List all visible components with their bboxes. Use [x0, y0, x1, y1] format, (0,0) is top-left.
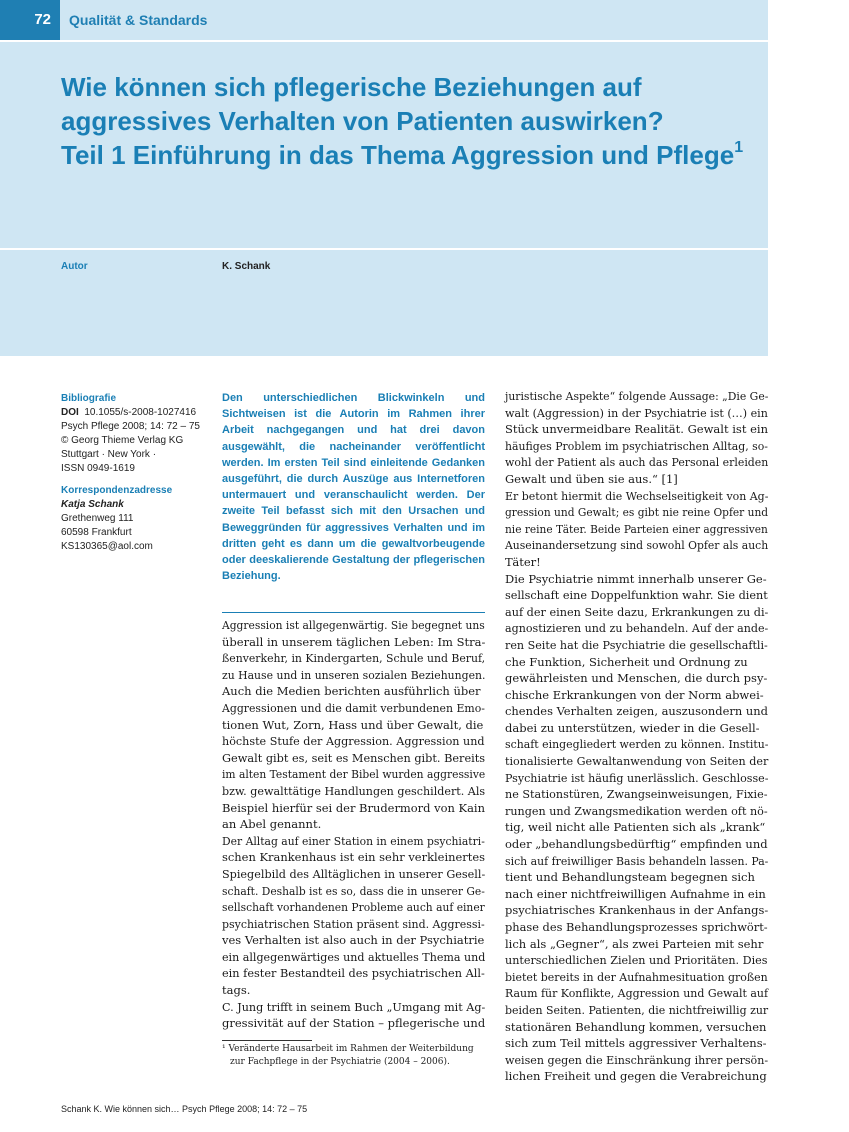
text-line: unterschiedlichen Zielen und Prioritäten. Dies — [505, 953, 768, 968]
page-number: 72 — [0, 0, 60, 40]
contact-city: 60598 Frankfurt — [61, 527, 132, 538]
abstract: Den unterschiedlichen Blickwinkeln und Sichtweisen ist die Autorin im Rahmen ihrer Arbeit nachgegangen und hat drei davon ausgewählt, die nacheinander veröffentlicht werden. Im ersten Teil sind einleitende Gedanken ausgeführt, die durch Auszüge aus Internetforen untermauert und veranschaulicht werden. Der zweite Teil befasst sich mit den Ursachen und Beweggründen für aggressives Verhalten und im dritten geht es dann um die gewaltvorbeugende oder deeskalierende Gestaltung der pflegerischen Beziehung. — [222, 392, 485, 583]
text-line: Er betont hiermit die Wechselseitigkeit von Ag- — [505, 488, 769, 503]
text-line: walt (Aggression) in der Psychiatrie ist (…) ein — [505, 405, 768, 420]
text-line: che Funktion, Sicherheit und Ordnung zu — [505, 654, 748, 669]
text-line: ves Verhalten ist also auch in der Psychiatrie — [222, 933, 485, 948]
publisher-location: Stuttgart · New York · — [61, 449, 157, 460]
text-line: schaft. Deshalb ist es so, dass die in unserer Ge- — [222, 883, 485, 898]
author-divider — [0, 248, 768, 250]
text-line: stationären Behandlung kommen, versuchen — [505, 1019, 767, 1034]
title-banner — [0, 0, 768, 356]
title-line-3-text: Teil 1 Einführung in das Thema Aggression und Pflege — [61, 140, 735, 170]
text-line: Der Alltag auf einer Station in einem psychiatri- — [222, 833, 485, 848]
text-line: dabei zu unterstützen, wieder in die Gesell- — [505, 720, 760, 735]
text-line: C. Jung trifft in seinem Buch „Umgang mit Ag- — [222, 999, 486, 1014]
text-line: wohl der Patient als auch das Personal erleiden — [505, 455, 769, 470]
text-line: beiden Seiten. Patienten, die nichtfreiwillig zur — [505, 1002, 769, 1017]
footnote — [222, 1043, 485, 1068]
contact-street: Grethenweg 111 — [61, 513, 134, 524]
copyright: © Georg Thieme Verlag KG — [61, 435, 184, 446]
title-line-2: aggressives Verhalten von Patienten auswirken? — [61, 106, 664, 136]
text-line: tig, weil nicht alle Patienten sich als „krank“ — [505, 820, 766, 835]
text-line: höchste Stufe der Aggression. Aggression und — [222, 734, 485, 749]
author-name: K. Schank — [222, 261, 271, 272]
body-column-2 — [505, 388, 768, 1085]
text-line: sich auf freiwilliger Basis behandeln lassen. Pa- — [505, 853, 769, 868]
text-line: nie reine Täter. Beide Parteien einer aggressiven — [505, 521, 768, 536]
text-line: tionalisierte Gewaltanwendung von Seiten der — [505, 754, 769, 769]
text-line: ßenverkehr, in Kindergarten, Schule und Beruf, — [222, 651, 486, 666]
contact-name: Katja Schank — [61, 499, 124, 510]
text-line: auf der einen Seite dazu, Erkrankungen zu di- — [505, 604, 769, 619]
text-line: tags. — [222, 983, 251, 998]
doi-label: DOI — [61, 407, 79, 418]
page-footer: Schank K. Wie können sich… Psych Pflege 2008; 14: 72 – 75 — [61, 1104, 308, 1114]
text-line: an Abel genannt. — [222, 817, 322, 832]
text-line: rungen und Zwangsmedikation werden oft nö- — [505, 803, 768, 818]
text-line: psychiatrisches Krankenhaus in der Anfangs- — [505, 903, 769, 918]
text-line: sich zum Teil mittels aggressiver Verhaltens- — [505, 1036, 767, 1051]
footnote-line: zur Fachpflege in der Psychiatrie (2004 – 2006). — [230, 1056, 450, 1067]
text-line: sellschaft vorhandenen Probleme auch auf einer — [222, 900, 485, 915]
text-line: Die Psychiatrie nimmt innerhalb unserer Ge- — [505, 571, 767, 586]
text-line: ne Stationstüren, Zwangseinweisungen, Fixie- — [505, 787, 768, 802]
text-line: chische Erkrankungen von der Norm abwei- — [505, 687, 764, 702]
text-line: bzw. gewalttätige Handlungen geschildert. Als — [222, 783, 486, 798]
header-divider — [0, 40, 768, 42]
author-label: Autor — [61, 261, 88, 272]
text-line: gewährleisten und Menschen, die durch psy- — [505, 671, 768, 686]
correspondence-heading: Korrespondenzadresse — [61, 485, 173, 496]
text-line: Täter! — [505, 554, 541, 569]
doi-line — [61, 406, 211, 420]
text-line: chendes Verhalten zeigen, auszusondern und — [505, 704, 768, 719]
text-line: ren Seite hat die Psychiatrie die gesellschaftli- — [505, 637, 768, 652]
text-line: Gewalt gibt es, seit es Menschen gibt. Bereits — [222, 750, 486, 765]
text-line: oder „behandlungsbedürftig“ empfinden und — [505, 837, 768, 852]
text-line: überall in unserem täglichen Leben: Im Stra- — [222, 634, 486, 649]
text-line: Spiegelbild des Alltäglichen in unserer Gesell- — [222, 866, 486, 881]
issn: ISSN 0949-1619 — [61, 463, 135, 474]
contact-email[interactable]: KS130365@aol.com — [61, 541, 153, 552]
text-line: bietet bereits in der Aufnahmesituation großen — [505, 969, 768, 984]
text-line: zu Hause und in unseren sozialen Beziehungen. — [222, 667, 486, 682]
text-line: agnostizieren und zu behandeln. Auf der ande- — [505, 621, 769, 636]
text-line: Auseinandersetzung sind sowohl Opfer als auch — [505, 538, 769, 553]
bibliography-heading: Bibliografie — [61, 393, 117, 404]
title-line-1: Wie können sich pflegerische Beziehungen auf — [61, 72, 642, 102]
journal-citation: Psych Pflege 2008; 14: 72 – 75 — [61, 421, 200, 432]
text-line: Stück unvermeidbare Realität. Gewalt ist ein — [505, 422, 768, 437]
text-line: Raum für Konflikte, Aggression und Gewalt auf — [505, 986, 769, 1001]
text-line: ein fester Bestandteil des psychiatrischen All- — [222, 966, 485, 981]
section-label: Qualität & Standards — [69, 12, 208, 28]
text-line: Gewalt und üben sie aus.“ [1] — [505, 471, 678, 486]
title-footnote-mark: 1 — [734, 139, 744, 156]
footnote-line: ¹ Veränderte Hausarbeit im Rahmen der Weiterbildung — [222, 1044, 474, 1054]
text-line: tient und Behandlungsteam begegnen sich — [505, 870, 755, 885]
article-title — [61, 70, 761, 172]
text-line: juristische Aspekte“ folgende Aussage: „Die Ge- — [505, 389, 769, 403]
text-line: sellschaft eine Doppelfunktion wahr. Sie dient — [505, 588, 768, 603]
doi-value: 10.1055/s-2008-1027416 — [84, 407, 197, 418]
text-line: häufiges Problem im psychiatrischen Alltag, so- — [505, 438, 768, 453]
text-line: Aggression ist allgegenwärtig. Sie begegnet uns — [222, 618, 485, 632]
bibliography-sidebar — [61, 392, 211, 554]
text-line: nach einer nichtfreiwilligen Aufnahme in ein — [505, 886, 766, 901]
text-line: ein allgegenwärtiges und aktuelles Thema und — [222, 949, 486, 964]
text-line: weisen gegen die Einschränkung ihrer persön- — [505, 1052, 769, 1067]
text-line: phase des Behandlungsprozesses sprichwört- — [505, 920, 768, 934]
text-line: psychiatrischen Station präsent sind. Aggressi- — [222, 916, 485, 931]
title-line-3 — [61, 138, 761, 172]
text-line: gressivität auf der Station – pflegerische und — [222, 1016, 486, 1031]
text-line: Beispiel hierfür sei der Brudermord von Kain — [222, 800, 485, 815]
text-line: tionen Wut, Zorn, Hass und über Gewalt, die — [222, 717, 484, 732]
text-line: lich als „Gegner“, als zwei Parteien mit sehr — [505, 936, 764, 951]
text-line: gression und Gewalt; es gibt nie reine Opfer und — [505, 505, 769, 520]
abstract-divider — [222, 612, 485, 613]
text-line: schen Krankenhaus ist ein sehr verkleinertes — [222, 850, 486, 865]
body-column-1 — [222, 617, 485, 1032]
text-line: im alten Testament der Bibel wurden aggressive — [222, 767, 486, 782]
text-line: schaft eingegliedert werden zu können. Institu- — [505, 737, 769, 752]
text-line: lichen Freiheit und gegen die Verabreichung — [505, 1069, 767, 1084]
footnote-divider — [222, 1040, 312, 1041]
text-line: Psychiatrie ist häufig unerlässlich. Geschlosse- — [505, 770, 769, 785]
text-line: Aggressionen und die damit verbundenen Emo- — [222, 700, 485, 715]
text-line: Auch die Medien berichten ausführlich über — [222, 684, 481, 699]
